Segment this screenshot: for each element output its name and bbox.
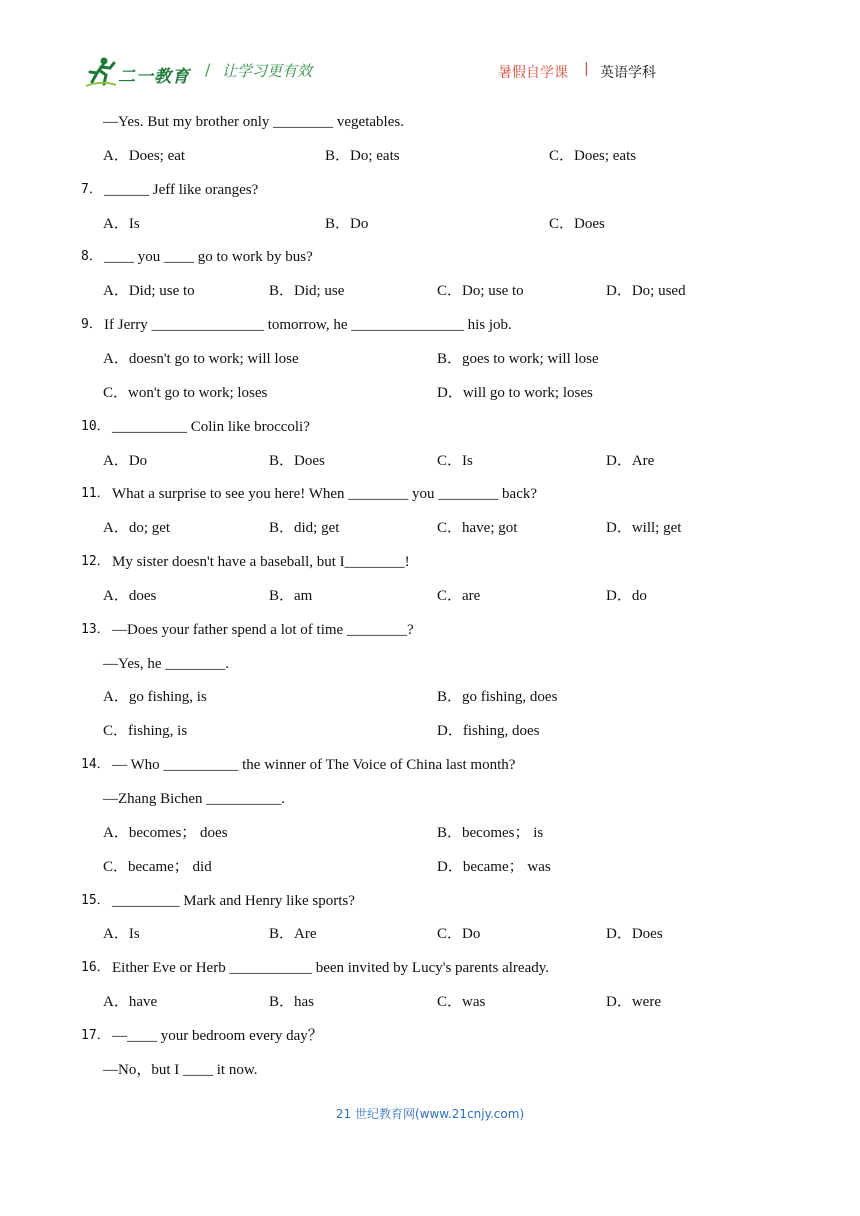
- header-separator: |: [584, 61, 589, 77]
- question-text: _________ Mark and Henry like sports?: [112, 893, 355, 909]
- question-number: 14．: [81, 757, 110, 772]
- answer-option: B．becomes； is: [437, 825, 544, 841]
- answer-option: B．did; get: [269, 520, 340, 536]
- question-text: ____ you ____ go to work by bus?: [104, 249, 313, 265]
- answer-option: D．Does: [606, 926, 663, 942]
- question-number: 17．: [81, 1028, 110, 1043]
- answer-option: D．Are: [606, 453, 655, 469]
- answer-option: A．have: [103, 994, 158, 1010]
- question-text: —No，but I ____ it now.: [103, 1062, 258, 1078]
- runner-logo-icon: [84, 56, 118, 88]
- question-text: __________ Colin like broccoli?: [112, 419, 310, 435]
- answer-option: C．Is: [437, 453, 473, 469]
- answer-option: D．do: [606, 588, 647, 604]
- course-label: 暑假自学课: [498, 65, 568, 81]
- answer-option: B．Do; eats: [325, 148, 400, 164]
- logo-text: 二一教育: [118, 67, 190, 87]
- logo: [84, 56, 192, 90]
- question-text: My sister doesn't have a baseball, but I________!: [112, 554, 410, 570]
- answer-option: C．was: [437, 994, 486, 1010]
- answer-option: D．will go to work; loses: [437, 385, 593, 401]
- answer-option: A．go fishing, is: [103, 689, 207, 705]
- answer-option: B．Are: [269, 926, 317, 942]
- answer-option: A．Do: [103, 453, 148, 469]
- answer-option: B．has: [269, 994, 315, 1010]
- answer-option: B．Do: [325, 216, 369, 232]
- question-number: 15．: [81, 893, 110, 908]
- subject-label: 英语学科: [600, 65, 656, 81]
- answer-option: B．goes to work; will lose: [437, 351, 599, 367]
- answer-option: A．do; get: [103, 520, 171, 536]
- slogan: 让学习更有效: [222, 62, 313, 80]
- question-text: —Yes, he ________.: [103, 656, 229, 672]
- answer-option: D．fishing, does: [437, 723, 540, 739]
- question-number: 10．: [81, 419, 110, 434]
- answer-option: C．have; got: [437, 520, 518, 536]
- answer-option: C．won't go to work; loses: [103, 385, 268, 401]
- answer-option: B．go fishing, does: [437, 689, 558, 705]
- question-text: —Does your father spend a lot of time ________?: [112, 622, 414, 638]
- answer-option: D．became； was: [437, 859, 551, 875]
- answer-option: A．Does; eat: [103, 148, 186, 164]
- answer-option: C．are: [437, 588, 481, 604]
- question-number: 7．: [81, 182, 102, 197]
- page-footer: 21 世纪教育网(www.21cnjy.com): [335, 1107, 525, 1121]
- answer-option: C．Do; use to: [437, 283, 524, 299]
- answer-option: B．am: [269, 588, 313, 604]
- answer-option: C．Does: [549, 216, 605, 232]
- answer-option: B．Does: [269, 453, 325, 469]
- answer-option: A．doesn't go to work; will lose: [103, 351, 299, 367]
- question-text: What a surprise to see you here! When ________ you ________ back?: [112, 486, 538, 502]
- slogan-slash: /: [205, 60, 211, 79]
- answer-option: D．will; get: [606, 520, 682, 536]
- answer-option: C．fishing, is: [103, 723, 188, 739]
- answer-option: A．does: [103, 588, 157, 604]
- answer-option: C．Do: [437, 926, 481, 942]
- question-number: 13．: [81, 622, 110, 637]
- question-number: 11．: [81, 486, 110, 501]
- question-text: If Jerry _______________ tomorrow, he _______________ his job.: [104, 317, 512, 333]
- page-header: [0, 0, 860, 100]
- answer-option: A．Is: [103, 926, 140, 942]
- question-text: — Who __________ the winner of The Voice of China last month?: [112, 757, 516, 773]
- question-number: 9．: [81, 317, 102, 332]
- answer-option: B．Did; use: [269, 283, 345, 299]
- question-text: —____ your bedroom every day？: [112, 1028, 323, 1044]
- answer-option: C．Does; eats: [549, 148, 637, 164]
- question-number: 8．: [81, 249, 102, 264]
- question-text: —Yes. But my brother only ________ vegetables.: [103, 114, 404, 130]
- answer-option: D．were: [606, 994, 661, 1010]
- answer-option: D．Do; used: [606, 283, 686, 299]
- answer-option: A．Is: [103, 216, 140, 232]
- question-text: —Zhang Bichen __________.: [103, 791, 286, 807]
- answer-option: A．Did; use to: [103, 283, 195, 299]
- answer-option: C．became； did: [103, 859, 212, 875]
- question-number: 16．: [81, 960, 110, 975]
- question-number: 12．: [81, 554, 110, 569]
- question-text: Either Eve or Herb ___________ been invited by Lucy's parents already.: [112, 960, 550, 976]
- question-text: ______ Jeff like oranges?: [104, 182, 259, 198]
- answer-option: A．becomes； does: [103, 825, 228, 841]
